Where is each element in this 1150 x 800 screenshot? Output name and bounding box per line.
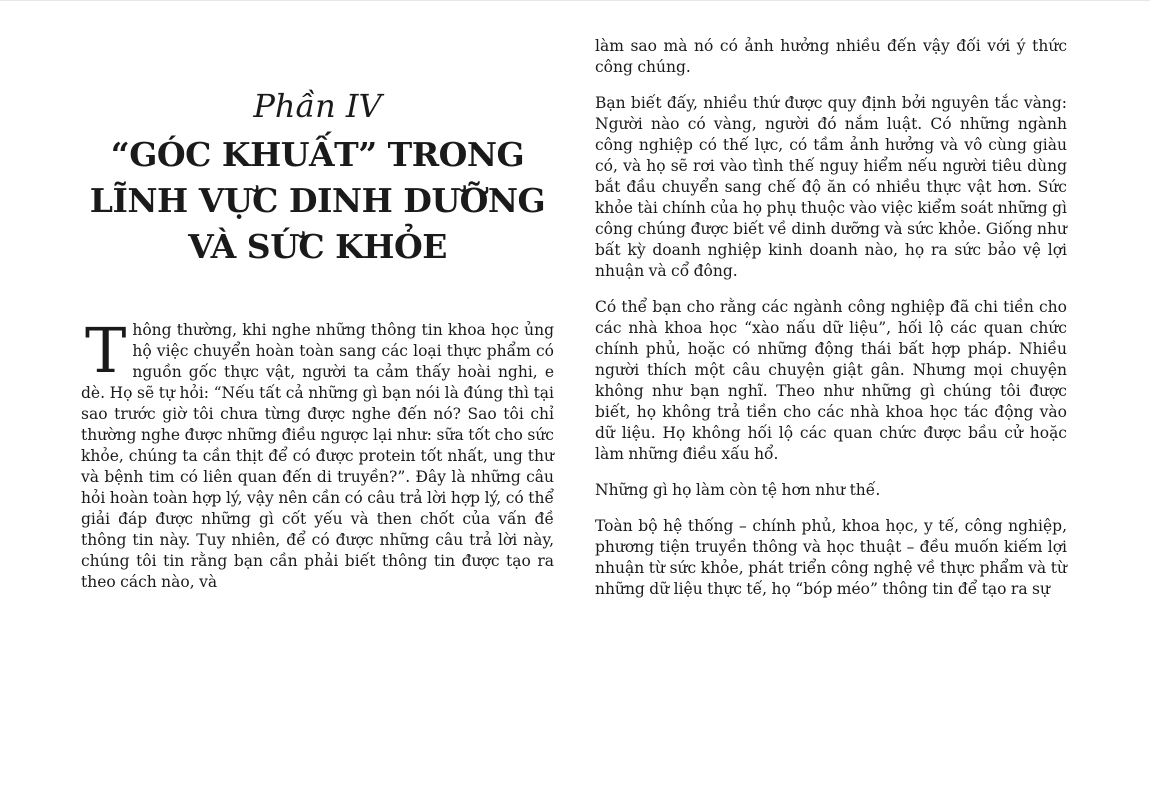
left-page-column <box>81 86 554 593</box>
paragraph-3: Có thể bạn cho rằng các ngành công nghiệp đã chi tiền cho các nhà khoa học “xào nấu dữ liệu”, hối lộ các quan chức chính phủ, hoặc có những động thái bất hợp pháp. Nhiều người thích một câu chuyện giật gân. Nhưng mọi chuyện không như bạn nghĩ. Theo như những gì chúng tôi được biết, họ không trả tiền cho các nhà khoa học tác động vào dữ liệu. Họ không hối lộ các quan chức được bầu cử hoặc làm những điều xấu hổ. <box>595 298 1067 463</box>
paragraph-4: Những gì họ làm còn tệ hơn như thế. <box>595 481 881 499</box>
drop-cap: T <box>85 314 127 387</box>
paragraph-5: Toàn bộ hệ thống – chính phủ, khoa học, y tế, công nghiệp, phương tiện truyền thông và học thuật – đều muốn kiếm lợi nhuận từ sức khỏe, phát triển công nghệ về thực phẩm và từ những dữ liệu thực tế, họ “bóp méo” thông tin để tạo ra sự <box>595 517 1067 598</box>
part-label: Phần IV <box>253 87 382 125</box>
paragraph-1: làm sao mà nó có ảnh hưởng nhiều đến vậy đối với ý thức công chúng. <box>595 37 1067 76</box>
paragraph-2: Bạn biết đấy, nhiều thứ được quy định bởi nguyên tắc vàng: Người nào có vàng, người đó nắm luật. Có những ngành công nghiệp có thế lực, có tầm ảnh hưởng và vô cùng giàu có, và họ sẽ rơi vào tình thế nguy hiểm nếu người tiêu dùng bắt đầu chuyển sang chế độ ăn có nhiều thực vật hơn. Sức khỏe tài chính của họ phụ thuộc vào việc kiểm soát những gì công chúng được biết về dinh dưỡng và sức khỏe. Giống như bất kỳ doanh nghiệp kinh doanh nào, họ ra sức bảo vệ lợi nhuận và cổ đông. <box>595 94 1067 280</box>
intro-paragraph <box>81 314 554 593</box>
chapter-title: “GÓC KHUẤT” TRONG LĨNH VỰC DINH DƯỠNG VÀ SỨC KHỎE <box>89 135 546 266</box>
intro-paragraph-text: hông thường, khi nghe những thông tin khoa học ủng hộ việc chuyển hoàn toàn sang các loại thực phẩm có nguồn gốc thực vật, người ta cảm thấy hoài nghi, e dè. Họ sẽ tự hỏi: “Nếu tất cả những gì bạn nói là đúng thì tại sao trước giờ tôi chưa từng được nghe đến nó? Sao tôi chỉ thường nghe được những điều ngược lại như: sữa tốt cho sức khỏe, chúng ta cần thịt để có được protein tốt nhất, ung thư và bệnh tim có liên quan đến di truyền?”. Đây là những câu hỏi hoàn toàn hợp lý, vậy nên cần có câu trả lời hợp lý, có thể giải đáp được những gì cốt yếu và then chốt của vấn đề thông tin này. Tuy nhiên, để có được những câu trả lời này, chúng tôi tin rằng bạn cần phải biết thông tin được tạo ra theo cách nào, và <box>81 321 554 591</box>
right-page-column <box>595 36 1067 600</box>
